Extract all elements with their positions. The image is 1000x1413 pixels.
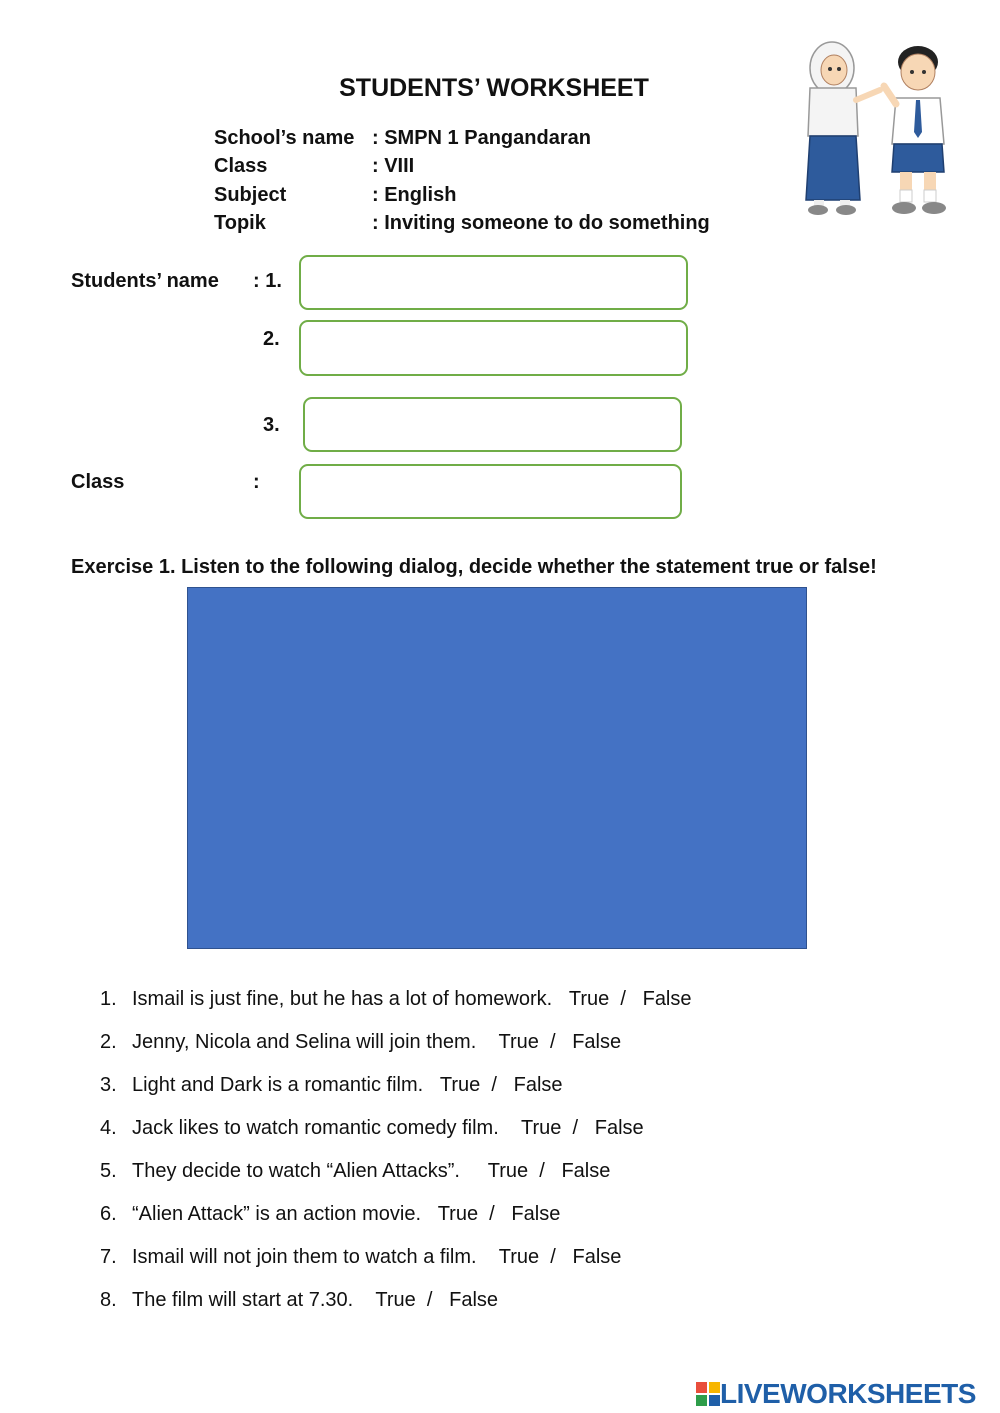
girl-figure <box>806 42 880 215</box>
subject-value: : English <box>372 184 457 206</box>
question-item <box>100 1074 563 1097</box>
question-text: Jenny, Nicola and Selina will join them. <box>132 1031 477 1053</box>
question-item <box>100 1289 498 1312</box>
school-name-value: : SMPN 1 Pangandaran <box>372 127 591 149</box>
true-false-options[interactable]: True / False <box>521 1117 644 1139</box>
worksheet-title: STUDENTS’ WORKSHEET <box>339 74 649 102</box>
students-name-label: Students’ name <box>71 270 219 292</box>
topic-value: : Inviting someone to do something <box>372 212 710 234</box>
exercise-instruction: Exercise 1. Listen to the following dialog, decide whether the statement true or false! <box>71 556 877 578</box>
true-false-options[interactable]: True / False <box>498 1031 622 1053</box>
true-false-options[interactable]: True / False <box>375 1289 499 1311</box>
true-false-options[interactable]: True / False <box>437 1203 561 1225</box>
liveworksheets-logo <box>696 1376 976 1412</box>
student-number-1: : 1. <box>253 270 282 292</box>
student-name-input-3[interactable] <box>303 397 682 452</box>
question-item <box>100 1031 621 1054</box>
student-number-3: 3. <box>263 414 280 436</box>
question-number: 6. <box>100 1203 117 1225</box>
question-item <box>100 1203 560 1226</box>
question-item <box>100 1246 621 1269</box>
class-field-label: Class <box>71 471 125 493</box>
students-illustration <box>800 40 970 220</box>
question-item <box>100 1117 644 1140</box>
subject-label: Subject <box>214 184 287 206</box>
question-number: 3. <box>100 1074 117 1096</box>
question-number: 7. <box>100 1246 117 1268</box>
question-text: Light and Dark is a romantic film. <box>132 1074 424 1096</box>
liveworksheets-logo-text: LIVEWORKSHEETS <box>720 1378 976 1409</box>
true-false-options[interactable]: True / False <box>487 1160 611 1182</box>
question-text: Jack likes to watch romantic comedy film. <box>132 1117 499 1139</box>
class-label: Class <box>214 155 268 177</box>
student-name-input-1[interactable] <box>299 255 688 310</box>
question-item <box>100 988 692 1011</box>
question-number: 1. <box>100 988 117 1010</box>
topic-label: Topik <box>214 212 266 234</box>
question-text: “Alien Attack” is an action movie. <box>132 1203 422 1225</box>
class-value: : VIII <box>372 155 415 177</box>
question-number: 5. <box>100 1160 117 1182</box>
student-name-input-2[interactable] <box>299 320 688 376</box>
liveworksheets-logo-icon <box>696 1382 720 1406</box>
question-number: 8. <box>100 1289 117 1311</box>
class-field-colon: : <box>253 471 260 493</box>
question-text: The film will start at 7.30. <box>132 1289 354 1311</box>
audio-dialog-player[interactable] <box>187 587 807 949</box>
question-number: 4. <box>100 1117 117 1139</box>
boy-figure <box>884 46 946 214</box>
student-number-2: 2. <box>263 328 280 350</box>
true-false-options[interactable]: True / False <box>498 1246 622 1268</box>
question-item <box>100 1160 610 1183</box>
school-name-label: School’s name <box>214 127 355 149</box>
true-false-options[interactable]: True / False <box>439 1074 563 1096</box>
class-input[interactable] <box>299 464 682 519</box>
question-number: 2. <box>100 1031 117 1053</box>
question-text: They decide to watch “Alien Attacks”. <box>132 1160 460 1182</box>
true-false-options[interactable]: True / False <box>568 988 692 1010</box>
question-text: Ismail is just fine, but he has a lot of homework. <box>132 988 553 1010</box>
question-text: Ismail will not join them to watch a film. <box>132 1246 477 1268</box>
